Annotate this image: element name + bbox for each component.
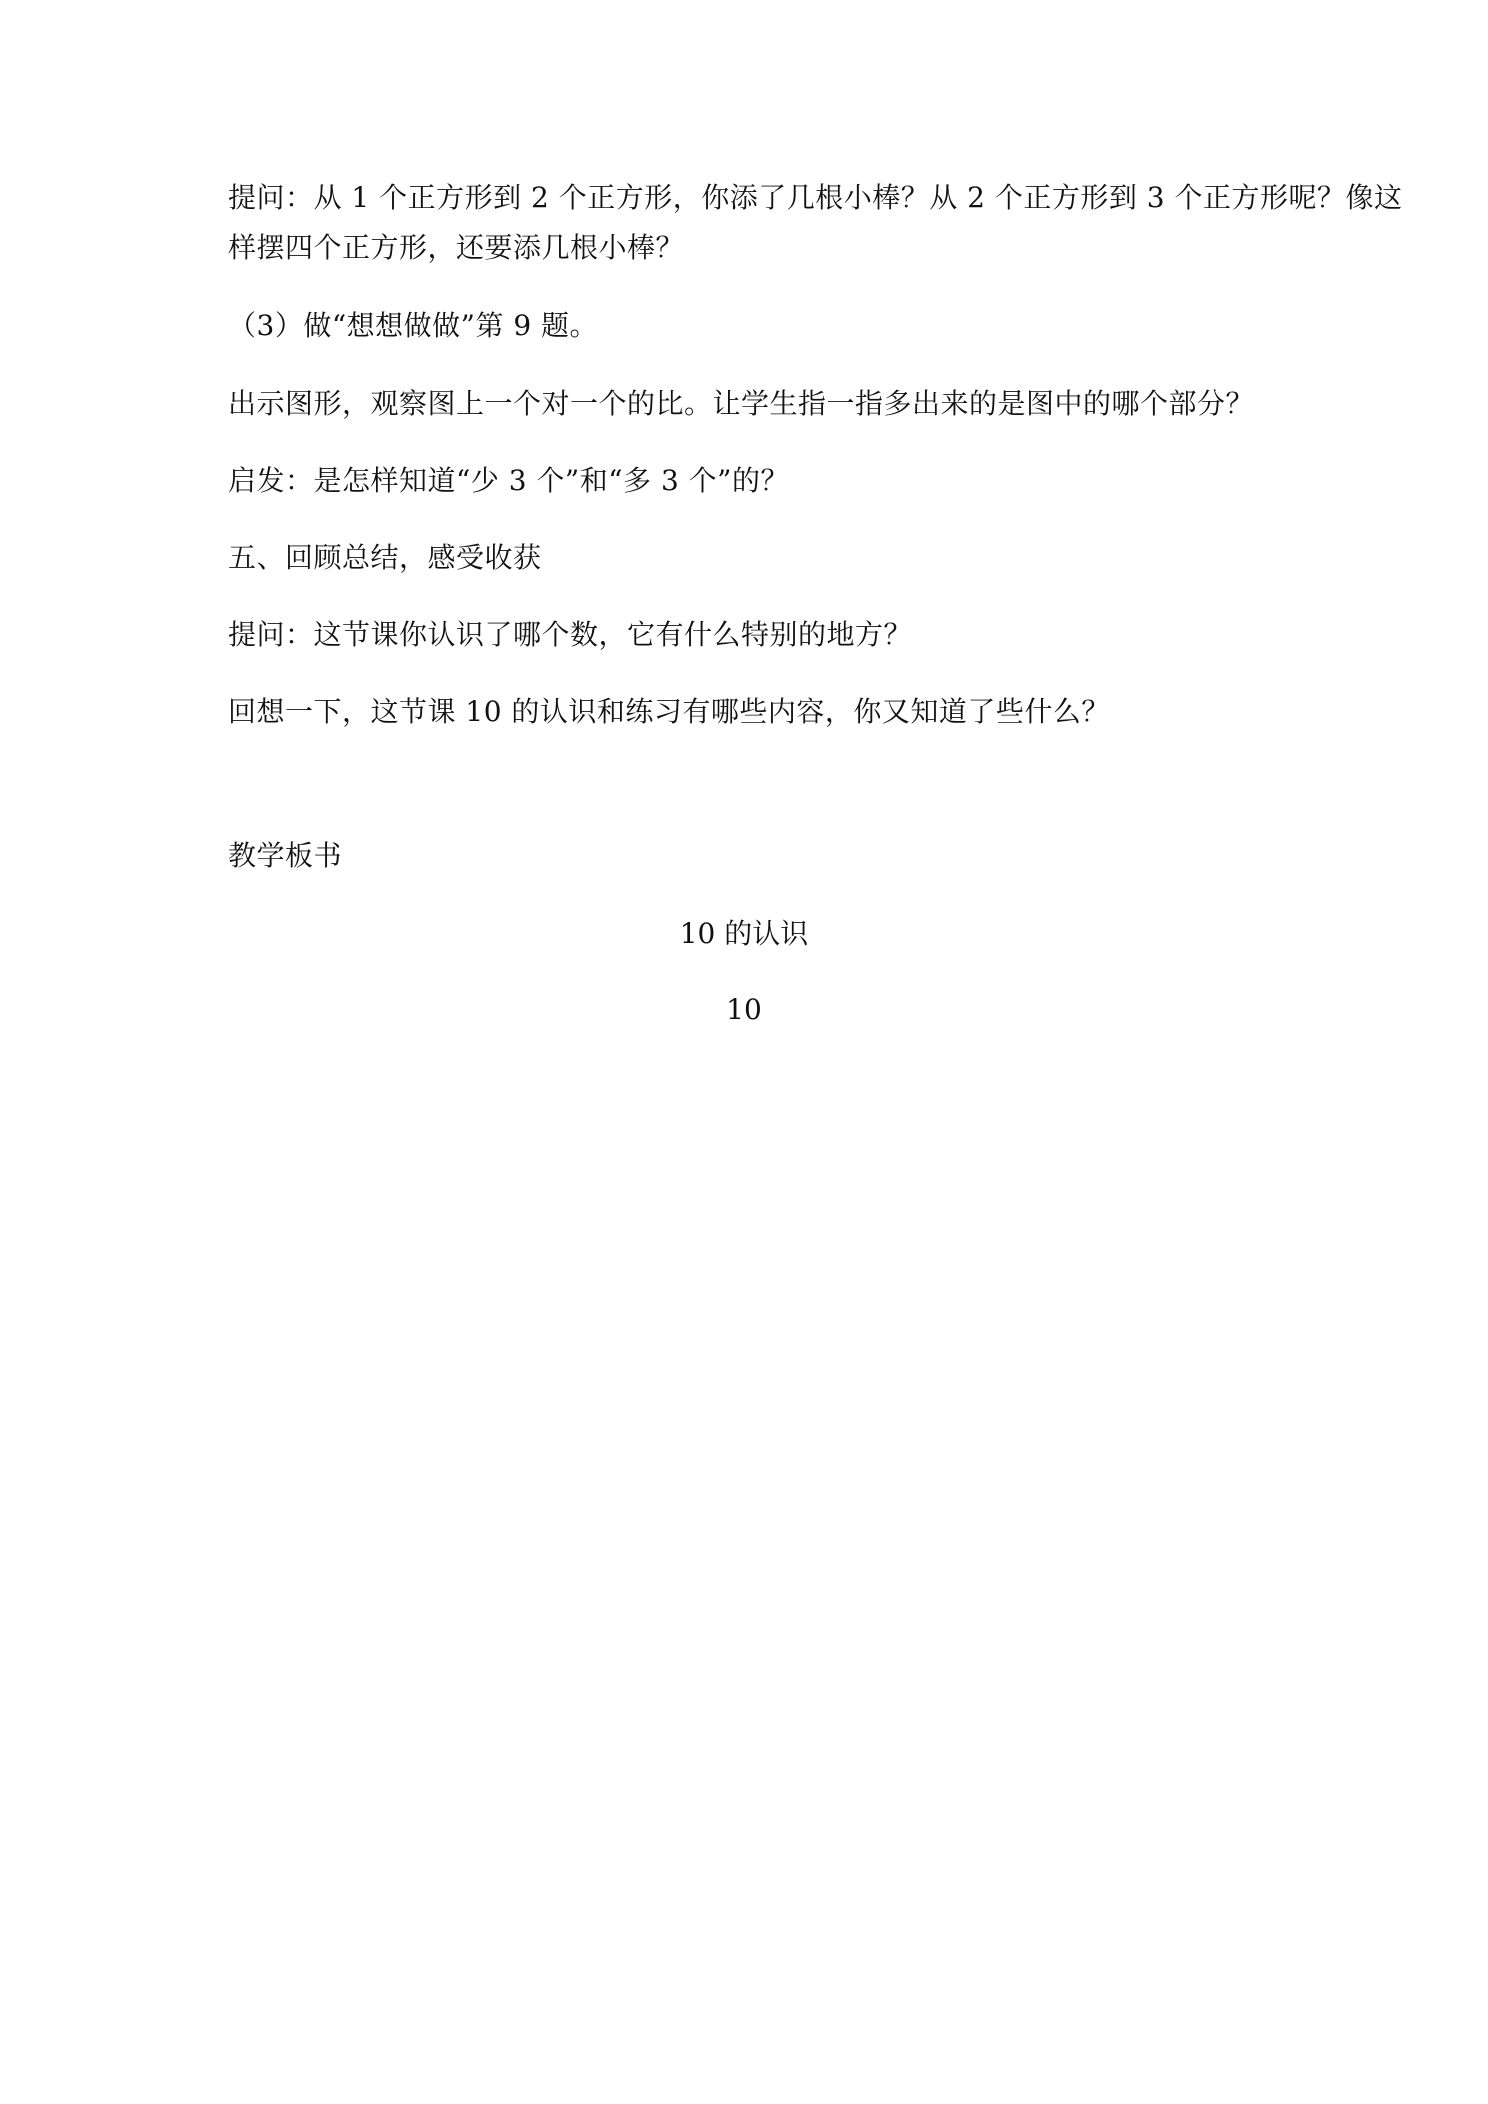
paragraph-question-sticks-line1: 提问：从 1 个正方形到 2 个正方形，你添了几根小棒？从 2 个正方形到 3 个正方形呢？像这 <box>228 181 1403 214</box>
paragraph-question-number: 提问：这节课你认识了哪个数，它有什么特别的地方？ <box>228 618 913 651</box>
section-heading-review: 五、回顾总结，感受收获 <box>228 541 542 574</box>
paragraph-inspire: 启发：是怎样知道“少 3 个”和“多 3 个”的？ <box>228 464 789 497</box>
board-number: 10 <box>726 993 762 1026</box>
board-heading: 教学板书 <box>228 839 343 872</box>
paragraph-exercise-9: （3）做“想想做做”第 9 题。 <box>228 309 599 342</box>
paragraph-question-sticks-line2: 样摆四个正方形，还要添几根小棒？ <box>228 231 685 264</box>
paragraph-recall: 回想一下，这节课 10 的认识和练习有哪些内容，你又知道了些什么？ <box>228 695 1110 728</box>
paragraph-show-figure: 出示图形，观察图上一个对一个的比。让学生指一指多出来的是图中的哪个部分？ <box>228 387 1255 420</box>
board-title: 10 的认识 <box>679 917 809 950</box>
